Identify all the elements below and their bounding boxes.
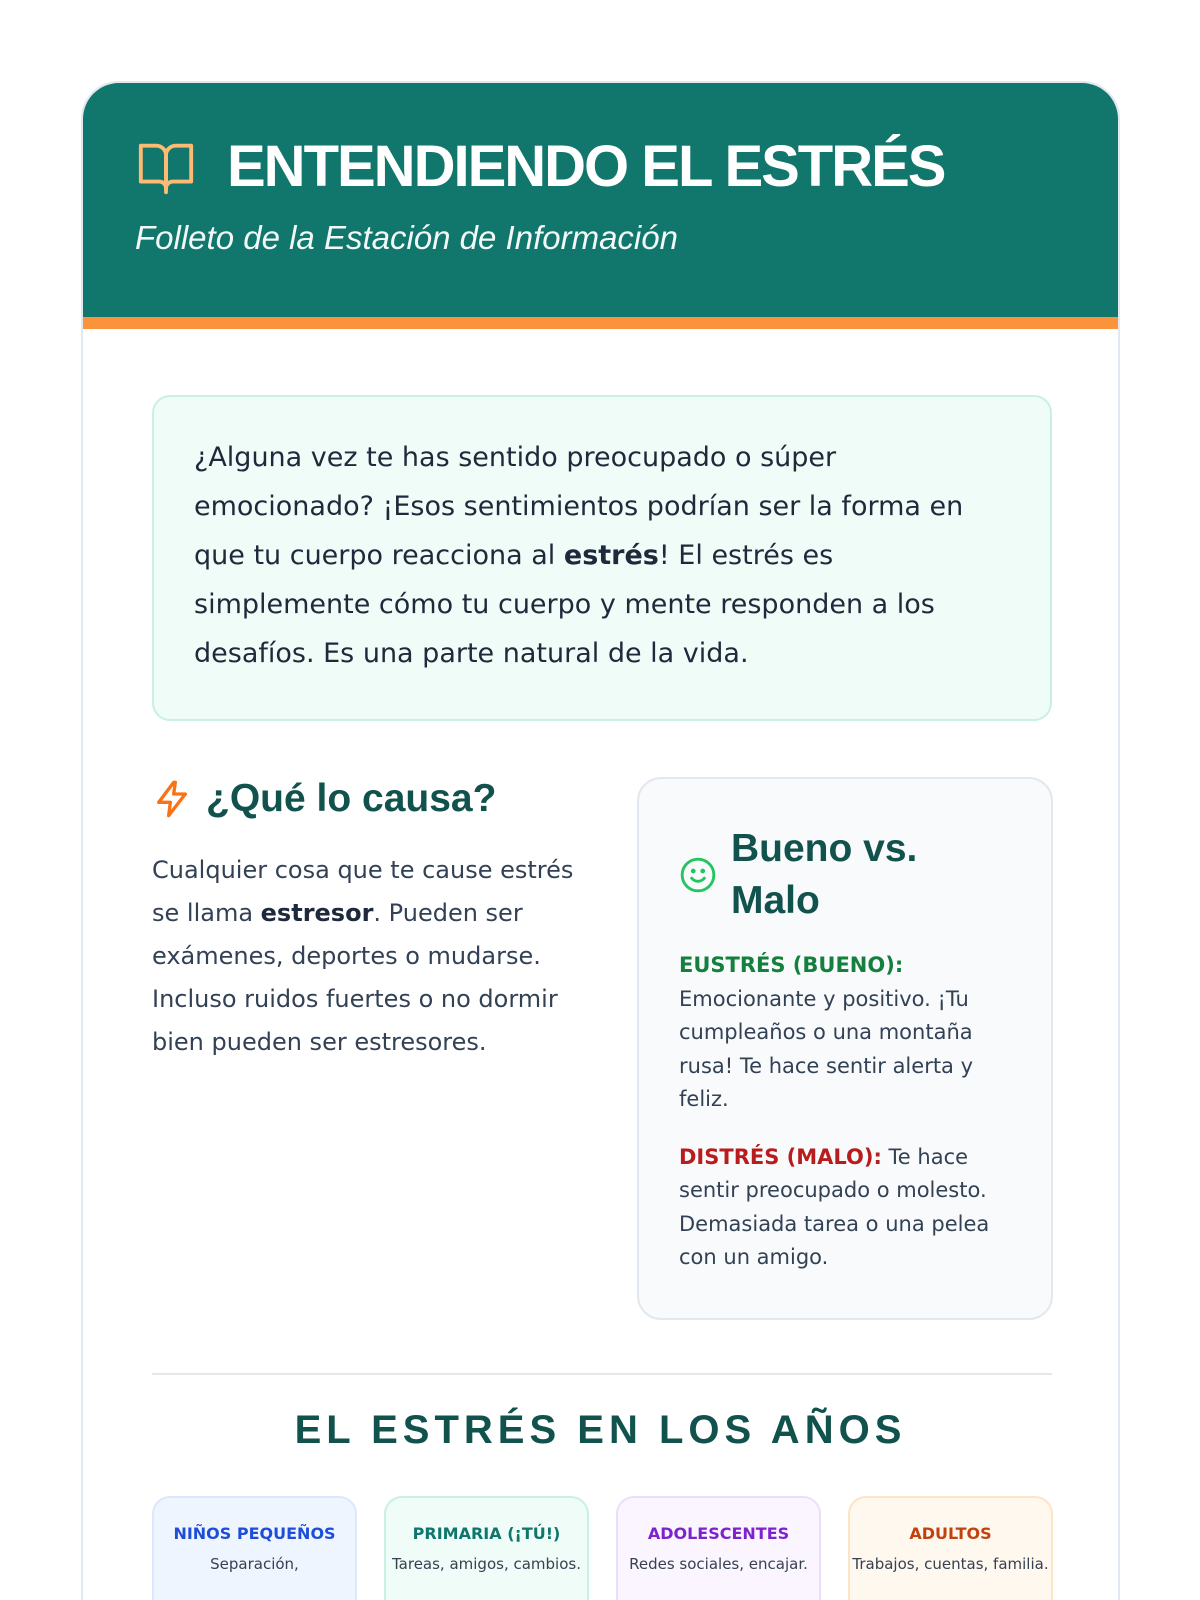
causes-bold-term: estresor <box>260 899 374 927</box>
age-card-primary <box>384 1496 589 1600</box>
causes-heading: ¿Qué lo causa? <box>206 777 497 820</box>
title-row <box>135 133 945 200</box>
eustress-text: Emocionante y positivo. ¡Tu cumpleaños o una montaña rusa! Te hace sentir alerta y feliz. <box>679 986 974 1111</box>
age-card-text: Redes sociales, encajar. <box>629 1555 808 1573</box>
smiley-face-icon <box>679 856 717 894</box>
book-open-icon <box>135 136 197 198</box>
good-vs-bad-box <box>637 777 1053 1320</box>
distress-label: DISTRÉS (MALO): <box>679 1144 882 1169</box>
age-card-young-children <box>152 1496 357 1600</box>
distress-text: Te hace sentir preocupado o molesto. Demasiada tarea o una pelea con un amigo. <box>679 1144 990 1269</box>
good-vs-bad-heading-row <box>679 823 1009 927</box>
age-card-text: Separación, <box>210 1555 299 1573</box>
age-card-label: PRIMARIA (¡TÚ!) <box>412 1524 561 1543</box>
age-card-text: Trabajos, cuentas, familia. <box>852 1555 1049 1573</box>
page-title: ENTENDIENDO EL ESTRÉS <box>227 134 945 199</box>
brochure-card <box>81 81 1120 1600</box>
age-card-text: Tareas, amigos, cambios. <box>391 1555 581 1573</box>
distress-paragraph <box>679 1141 1009 1275</box>
good-vs-bad-heading: Bueno vs. Malo <box>731 827 918 922</box>
section-divider <box>152 1373 1052 1375</box>
causes-text-end: . Pueden ser exámenes, deportes o mudarse. Incluso ruidos fuertes o no dormir bien pueden ser estresores. <box>152 899 558 1056</box>
causes-text-start: Cualquier cosa que te cause estrés se llama <box>152 856 574 927</box>
causes-heading-row <box>152 777 582 821</box>
age-card-label: ADULTOS <box>909 1524 992 1543</box>
causes-section <box>152 777 582 1064</box>
intro-text-end: ! El estrés es simplemente cómo tu cuerpo y mente responden a los desafíos. Es una parte natural de la vida. <box>194 540 935 669</box>
lightning-bolt-icon <box>152 779 192 819</box>
intro-text-start: ¿Alguna vez te has sentido preocupado o súper emocionado? ¡Esos sentimientos podrían ser la forma en que tu cuerpo reacciona al <box>194 442 964 571</box>
age-card-adults <box>848 1496 1053 1600</box>
header <box>83 83 1118 329</box>
good-vs-bad-body <box>679 949 1009 1275</box>
years-heading: EL ESTRÉS EN LOS AÑOS <box>294 1408 907 1452</box>
intro-bold-term: estrés <box>563 540 659 571</box>
causes-text <box>152 849 582 1064</box>
age-card-label: NIÑOS PEQUEÑOS <box>173 1524 336 1543</box>
page-subtitle: Folleto de la Estación de Información <box>135 219 678 256</box>
age-card-label: ADOLESCENTES <box>647 1524 790 1543</box>
intro-box <box>152 395 1052 721</box>
age-card-teens <box>616 1496 821 1600</box>
eustress-paragraph <box>679 949 1009 1117</box>
eustress-label: EUSTRÉS (BUENO): <box>679 953 904 977</box>
